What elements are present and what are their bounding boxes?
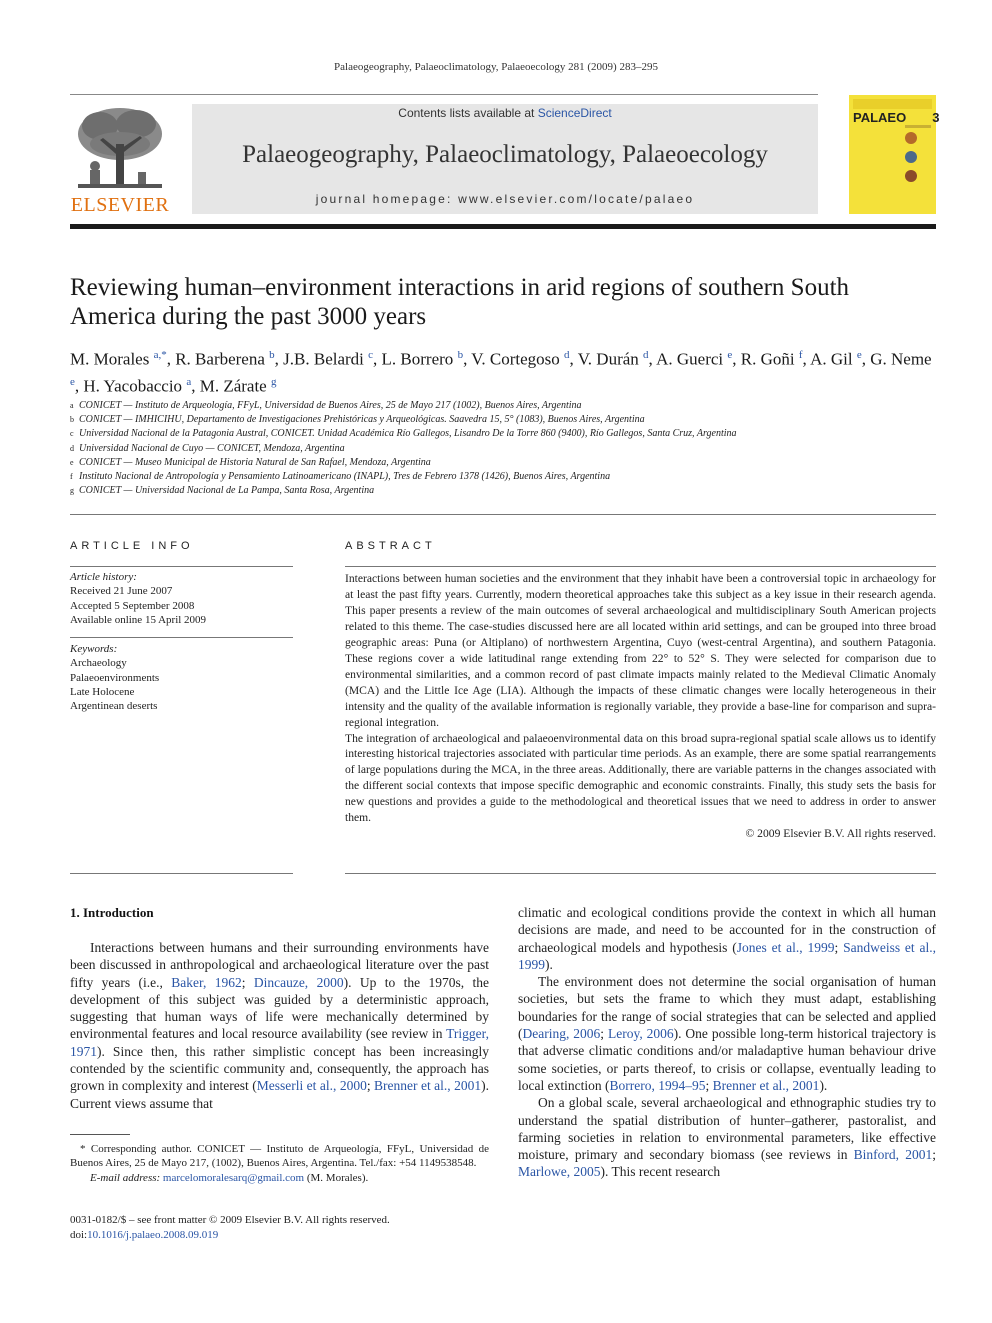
affiliation-text: CONICET — Universidad Nacional de La Pampa, Santa Rosa, Argentina bbox=[79, 485, 375, 497]
author-affiliation-mark[interactable]: e bbox=[70, 375, 75, 388]
affiliation-text: Universidad Nacional de la Patagonia Austral, CONICET. Unidad Académica Río Gallegos, Lisandro De la Torre 860 (9400), Río Gallegos, Santa Cruz, Argentina bbox=[79, 428, 737, 440]
text-span: ; bbox=[834, 939, 844, 955]
abstract-heading: ABSTRACT bbox=[345, 540, 436, 552]
affiliation-list bbox=[70, 399, 936, 498]
article-history bbox=[70, 570, 293, 627]
reference-link[interactable]: Dearing, 2006 bbox=[522, 1026, 601, 1042]
reference-link[interactable]: Baker, 1962 bbox=[171, 974, 242, 990]
author-list: M. Morales $^{a,*}$, R. Barberena $^b$, J.B. Belardi $^c$, L. Borrero $^b$, V. Cortegoso $^d$, V. Durán $^d$, A. Guerci $^e$, R. Goñi $^f$, A. Gil $^e$, G. Neme $^e$, H. Yacobaccio $^a$, M. Zárate $^g$ bbox=[70, 349, 932, 396]
text-span: Interactions between humans and their surrounding environments have been discussed in anthropological and archaeological literature over the past fifty years (i.e., bbox=[70, 940, 489, 990]
email-label: E-mail address: bbox=[90, 1171, 161, 1184]
affiliation-text: CONICET — Instituto de Arqueología, FFyL, Universidad de Buenos Aires, 25 de Mayo 217 (1002), Buenos Aires, Argentina bbox=[79, 400, 582, 411]
reference-link[interactable]: Jones et al., 1999 bbox=[736, 939, 835, 955]
author-affiliation-mark[interactable]: d bbox=[564, 349, 570, 361]
text-span: ). Since then, this rather simplistic concept has been increasingly contended by the scientific community and, consequently, the approach has grown in complexity and interest ( bbox=[70, 1043, 489, 1094]
affiliation-item bbox=[70, 399, 936, 413]
email-link[interactable]: marcelomoralesarq@gmail.com bbox=[162, 1171, 305, 1184]
text-span: The environment does not determine the social organisation of human societies, but sets the frame to which they must adapt, establishing boundaries for the range of social strategies that can be selected and applied ( bbox=[518, 974, 936, 1042]
affiliation-text: CONICET — IMHICIHU, Departamento de Investigaciones Prehistóricas y Arqueológicas. Saavedra 15, 5° (1083), Buenos Aires, Argentina bbox=[79, 414, 645, 426]
affiliation-text: Instituto Nacional de Antropología y Pensamiento Latinoamericano (INAPL), Tres de Febrero 1378 (1426), Buenos Aires, Argentina bbox=[79, 471, 611, 483]
author-name[interactable]: M. Morales bbox=[70, 349, 150, 369]
history-accepted: Accepted 5 September 2008 bbox=[70, 599, 195, 612]
abstract-copyright: © 2009 Elsevier B.V. All rights reserved. bbox=[745, 827, 936, 841]
footnote-text: Corresponding author. CONICET — Instituto de Arqueología, FFyL, Universidad de Buenos Aires, 25 de Mayo 217, (1002), Buenos Aires, Argentina. Tel./fax: +54 1149538548. bbox=[70, 1143, 489, 1170]
running-header: Palaeogeography, Palaeoclimatology, Palaeoecology 281 (2009) 283–295 bbox=[334, 61, 658, 73]
abstract-paragraph-1: Interactions between human societies and the environment that they inhabit have been a controversial topic in archaeology for at least the past fifty years. Currently, modern theoretical approaches take this subject as a key issue in their research agenda. This paper presents a review of the main outcomes of several archaeological and multidisciplinary South American projects related to this theme. The case-studies discussed here are all located within arid settings, and can be grouped into three broad geographic areas: Puna (or Altiplano) of northwestern Argentina, Cuyo (west-central Argentina), and southern Patagonia. These regions cover a wide latitudinal range extending from 22° to 52° S. They were selected for comparison due to environmental similarities, and a common record of past climate impacts mainly related to the Medieval Climatic Anomaly (MCA) and the Little Ice Age (LIA). Although the impacts of these climatic changes were locally heterogeneous in their intensity and the quality of the available information is regionally variable, they provide a base-line for comparison and supra-regional integration. bbox=[345, 572, 936, 729]
author-affiliation-mark[interactable]: a,* bbox=[153, 349, 167, 361]
text-span: climatic and ecological conditions provide the context in which all human decisions are made, and need to be accounted for in the construction of archaeological models and hypothesis ( bbox=[518, 905, 936, 955]
reference-link[interactable]: Brenner et al., 2001 bbox=[374, 1078, 482, 1094]
author-affiliation-mark[interactable]: b bbox=[457, 349, 464, 361]
author-affiliation-mark[interactable]: a bbox=[186, 375, 192, 388]
affiliation-item bbox=[70, 427, 936, 441]
cover-number: 3 bbox=[932, 110, 940, 125]
history-online: Available online 15 April 2009 bbox=[70, 613, 207, 626]
journal-homepage[interactable]: journal homepage: www.elsevier.com/locate/palaeo bbox=[315, 192, 695, 206]
affiliation-item bbox=[70, 413, 936, 427]
reference-link[interactable]: Dincauze, 2000 bbox=[253, 974, 344, 990]
text-span: ). bbox=[819, 1077, 828, 1093]
abstract-rule bbox=[345, 566, 936, 567]
body-left-column bbox=[70, 939, 489, 1112]
body-right-column bbox=[518, 904, 936, 1181]
author-affiliation-mark[interactable]: e bbox=[856, 349, 862, 361]
text-span: ). Up to the 1970s, the development of this subject was guided by a deterministic approach, suggesting that human ways of life were mechanically determined by environmental features and local resource availability (see review in bbox=[70, 974, 489, 1042]
doi-label: doi: bbox=[70, 1228, 88, 1241]
journal-name[interactable]: Palaeogeography, Palaeoclimatology, Palaeoecology bbox=[242, 141, 768, 168]
masthead-top-rule bbox=[70, 94, 818, 95]
text-span: ). Current views assume that bbox=[70, 1078, 489, 1111]
author-name[interactable]: R. Barberena bbox=[175, 349, 265, 369]
author-name[interactable]: A. Gil bbox=[810, 349, 853, 369]
keyword-item: Archaeology bbox=[70, 657, 127, 670]
affiliation-text: Universidad Nacional de Cuyo — CONICET, Mendoza, Argentina bbox=[79, 442, 345, 454]
corresponding-author-footnote bbox=[70, 1142, 489, 1185]
introduction-heading: 1. Introduction bbox=[70, 905, 154, 920]
keyword-item: Palaeoenvironments bbox=[70, 671, 160, 684]
history-received: Received 21 June 2007 bbox=[70, 585, 173, 598]
doi-link[interactable]: 10.1016/j.palaeo.2008.09.019 bbox=[87, 1228, 219, 1241]
body-paragraph bbox=[518, 973, 936, 1094]
abstract-bottom-rule bbox=[345, 873, 936, 874]
affiliation-item bbox=[70, 470, 936, 484]
affiliation-label: b bbox=[70, 415, 74, 425]
contents-line bbox=[192, 106, 818, 120]
affiliation-label: c bbox=[70, 429, 74, 439]
author-name[interactable]: A. Guerci bbox=[656, 349, 724, 369]
text-span: ). One possible long-term historical trajectory is that adverse climatic conditions and/or maladaptive human behaviour drive some societies, or parts thereof, to crisis or collapse, eventually leading to local extinction ( bbox=[518, 1026, 937, 1093]
keyword-item: Argentinean deserts bbox=[70, 700, 158, 713]
author-name[interactable]: V. Durán bbox=[577, 349, 639, 369]
issn-line: 0031-0182/$ – see front matter © 2009 Elsevier B.V. All rights reserved. bbox=[70, 1214, 390, 1226]
author-name[interactable]: L. Borrero bbox=[381, 349, 454, 369]
text-span: ; bbox=[705, 1077, 713, 1093]
sciencedirect-link[interactable]: ScienceDirect bbox=[537, 106, 612, 120]
article-title: Reviewing human–environment interactions in arid regions of southern South America during the past 3000 years bbox=[70, 274, 850, 330]
keywords-label: Keywords: bbox=[70, 643, 118, 655]
reference-link[interactable]: Borrero, 1994–95 bbox=[609, 1077, 706, 1093]
author-affiliation-mark[interactable]: c bbox=[368, 349, 374, 361]
reference-link[interactable]: Brenner et al., 2001 bbox=[712, 1077, 820, 1093]
reference-link[interactable]: Binford, 2001 bbox=[853, 1147, 933, 1163]
front-matter bbox=[70, 1213, 489, 1242]
affiliation-label: f bbox=[70, 472, 73, 482]
author-affiliation-mark[interactable]: e bbox=[727, 349, 733, 361]
email-suffix: (M. Morales). bbox=[304, 1171, 369, 1184]
masthead-bottom-rule bbox=[70, 224, 936, 229]
article-info-bottom-rule bbox=[70, 873, 293, 874]
text-span: ). This recent research bbox=[600, 1164, 721, 1180]
article-info-heading: ARTICLE INFO bbox=[70, 540, 194, 552]
text-span: On a global scale, several archaeological and ethnographic studies try to understand the spatial distribution of hunter–gatherer, pastoralist, and farming societies in relation to environmental parameters, like effective moisture, primary and secondary biomass (see reviews in bbox=[518, 1095, 936, 1163]
affiliation-item bbox=[70, 484, 936, 498]
article-info-rule bbox=[70, 566, 293, 567]
affiliation-label: g bbox=[70, 486, 74, 496]
footnote-rule bbox=[70, 1134, 130, 1135]
author-affiliation-mark[interactable]: f bbox=[798, 349, 803, 361]
cover-title-text: PALAEO bbox=[853, 110, 907, 125]
elsevier-wordmark: ELSEVIER bbox=[70, 194, 170, 216]
history-label: Article history: bbox=[70, 571, 137, 583]
reference-link[interactable]: Leroy, 2006 bbox=[607, 1026, 674, 1042]
text-span: ; bbox=[366, 1078, 375, 1094]
body-paragraph bbox=[518, 904, 936, 973]
intro-paragraph-1 bbox=[70, 939, 489, 1112]
author-affiliation-mark[interactable]: d bbox=[643, 349, 649, 361]
reference-link[interactable]: Messerli et al., 2000 bbox=[256, 1078, 367, 1094]
body-paragraph bbox=[518, 1094, 936, 1180]
author-affiliation-mark[interactable]: b bbox=[269, 349, 275, 361]
text-span: ; bbox=[932, 1147, 936, 1163]
text-span: ). bbox=[545, 956, 553, 972]
footnote-mark: * bbox=[80, 1143, 86, 1155]
contents-prefix: Contents lists available at bbox=[398, 106, 538, 120]
author-affiliation-mark[interactable]: g bbox=[270, 375, 277, 388]
author-name[interactable]: V. Cortegoso bbox=[471, 349, 560, 369]
reference-link[interactable]: Marlowe, 2005 bbox=[518, 1164, 601, 1180]
affiliation-label: d bbox=[70, 443, 74, 453]
author-name[interactable]: J.B. Belardi bbox=[283, 349, 364, 369]
affiliation-text: CONICET — Museo Municipal de Historia Natural de San Rafael, Mendoza, Argentina bbox=[79, 456, 431, 468]
text-span: ; bbox=[241, 974, 254, 990]
author-name[interactable]: M. Zárate bbox=[199, 376, 267, 396]
reference-link[interactable]: Trigger, 1971 bbox=[70, 1026, 489, 1059]
cover-title bbox=[853, 110, 939, 125]
text-span: ; bbox=[600, 1026, 608, 1042]
affiliation-label: a bbox=[70, 401, 74, 410]
affiliation-label: e bbox=[70, 457, 74, 467]
author-name[interactable]: H. Yacobaccio bbox=[83, 376, 183, 396]
author-name[interactable]: R. Goñi bbox=[740, 349, 795, 369]
abstract-text bbox=[345, 571, 936, 842]
reference-link[interactable]: Sandweiss et al., 1999 bbox=[518, 939, 936, 972]
author-name[interactable]: G. Neme bbox=[870, 349, 932, 369]
affiliation-item bbox=[70, 442, 936, 456]
abstract-paragraph-2: The integration of archaeological and palaeoenvironmental data on this broad supra-regional spatial scale allows us to identify interesting historical trajectories associated with particular time periods. As an example, there are some spatial rearrangements of large populations during the MCA, in the three areas. Additionally, there are variable patterns in the changes associated with the different social contexts that impose specific demographic and economic constraints. Finally, this study sets the basis for new questions and provides a guide to the methodological and theoretical issues that we need to address in order to answer them. bbox=[345, 731, 936, 825]
keywords-rule bbox=[70, 637, 293, 638]
keyword-item: Late Holocene bbox=[70, 685, 135, 698]
affiliation-item bbox=[70, 456, 936, 470]
keywords-block bbox=[70, 642, 293, 713]
divider-rule bbox=[70, 514, 936, 515]
